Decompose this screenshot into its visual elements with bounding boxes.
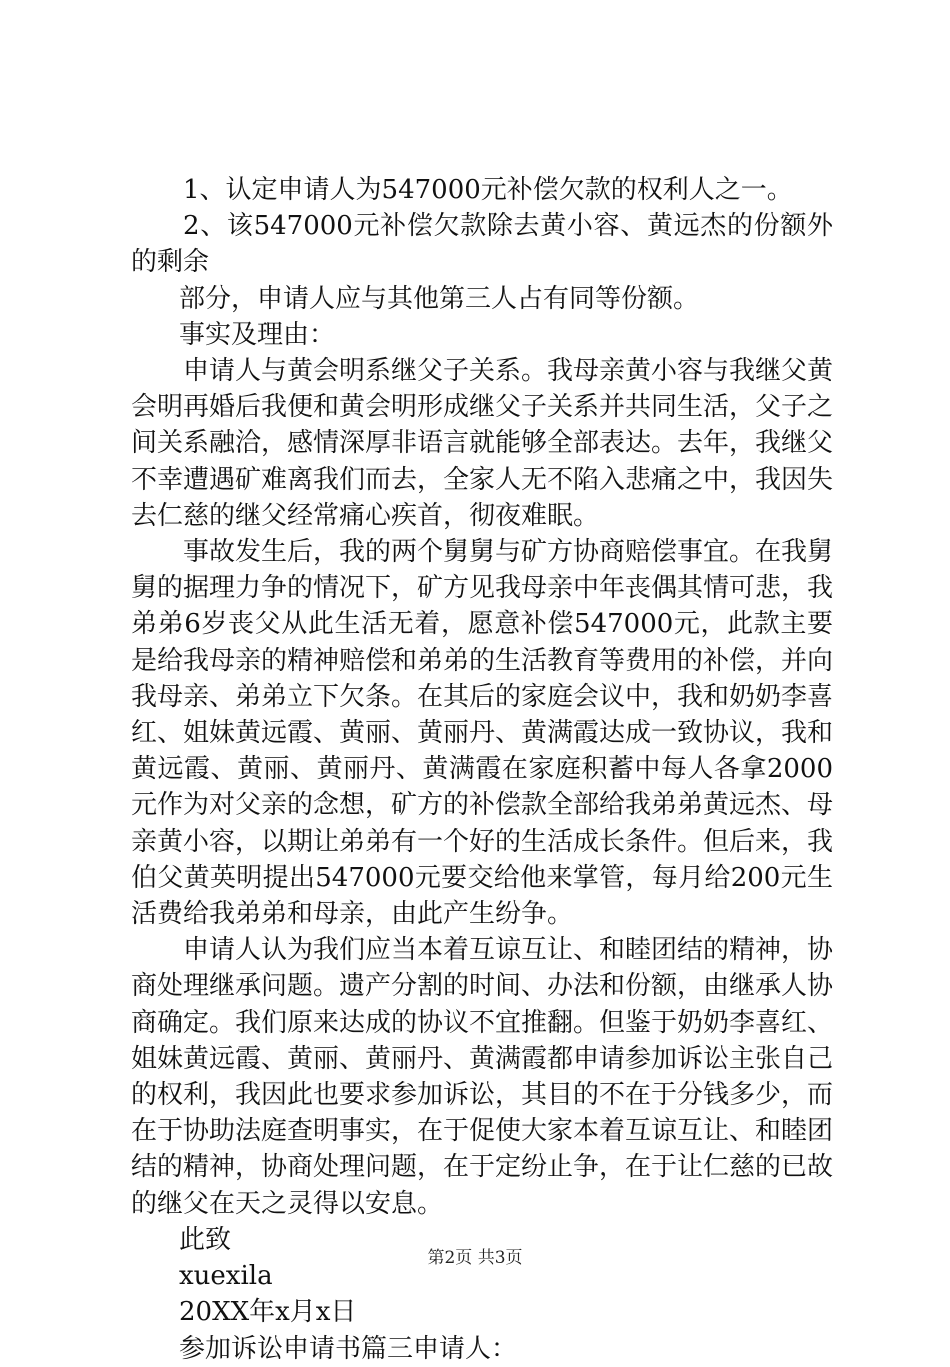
- document-body: [131, 172, 833, 1367]
- paragraph-claim-2-continued: 部分，申请人应与其他第三人占有同等份额。: [179, 283, 700, 314]
- page-footer: [0, 1247, 950, 1269]
- paragraph-reasoning: 申请人认为我们应当本着互谅互让、和睦团结的精神，协商处理继承问题。遗产分割的时间、办法和份额，由继承人协商确定。我们原来达成的协议不宜推翻。但鉴于奶奶李喜红、姐妹黄远霞、黄丽、黄丽丹、黄满霞都申请参加诉讼主张自己的权利，我因此也要求参加诉讼，其目的不在于分钱多少，而在于协助法庭查明事实，在于促使大家本着互谅互让、和睦团结的精神，协商处理问题，在于定纷止争，在于让仁慈的已故的继父在天之灵得以安息。: [131, 935, 834, 1219]
- recipient-name: xuexila: [179, 1261, 273, 1292]
- document-date: 20XX年x月x日: [179, 1297, 357, 1328]
- closing-salutation: 此致: [179, 1224, 232, 1255]
- section-heading-facts: 事实及理由：: [179, 319, 336, 350]
- paragraph-claim-1: 1、认定申请人为547000元补偿欠款的权利人之一。: [183, 175, 793, 205]
- paragraph-relationship: 申请人与黄会明系继父子关系。我母亲黄小容与我继父黄会明再婚后我便和黄会明形成继父子关系并共同生活，父子之间关系融洽，感情深厚非语言就能够全部表达。去年，我继父不幸遭遇矿难离我们而去，全家人无不陷入悲痛之中，我因失去仁慈的继父经常痛心疾首，彻夜难眠。: [131, 356, 834, 531]
- page-number-label: 第2页 共3页: [427, 1248, 523, 1268]
- paragraph-accident: 事故发生后，我的两个舅舅与矿方协商赔偿事宜。在我舅舅的据理力争的情况下，矿方见我母亲中年丧偶其情可悲，我弟弟6岁丧父从此生活无着，愿意补偿547000元，此款主要是给我母亲的精神赔偿和弟弟的生活教育等费用的补偿，并向我母亲、弟弟立下欠条。在其后的家庭会议中，我和奶奶李喜红、姐妹黄远霞、黄丽、黄丽丹、黄满霞达成一致协议，我和黄远霞、黄丽、黄丽丹、黄满霞在家庭积蓄中每人各拿2000元作为对父亲的念想，矿方的补偿款全部给我弟弟黄远杰、母亲黄小容，以期让弟弟有一个好的生活成长条件。但后来，我伯父黄英明提出547000元要交给他来掌管，每月给200元生活费给我弟弟和母亲，由此产生纷争。: [131, 537, 834, 930]
- paragraph-claim-2: 2、该547000元补偿欠款除去黄小容、黄远杰的份额外的剩余: [131, 211, 833, 278]
- next-section-heading: 参加诉讼申请书篇三申请人：: [179, 1333, 518, 1364]
